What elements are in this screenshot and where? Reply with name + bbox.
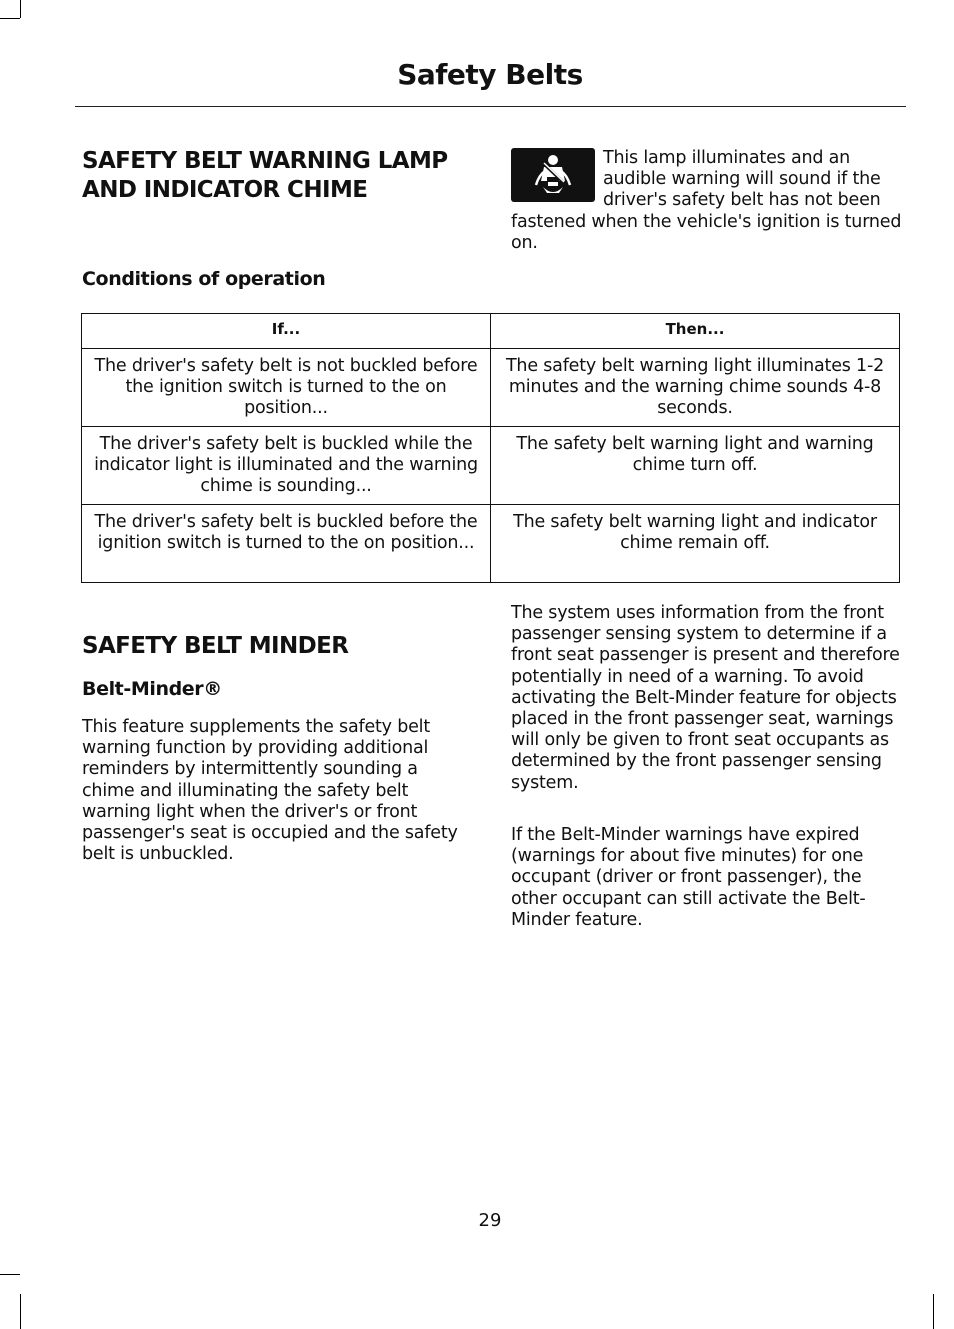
conditions-table <box>81 313 900 583</box>
table-header-if: If... <box>82 314 491 349</box>
table-cell-then: The safety belt warning light and indicator chime remain off. <box>491 505 900 583</box>
belt-minder-paragraph-2: The system uses information from the front passenger sensing system to determine if a front seat passenger is present and therefore potentially in need of a warning. To avoid activating the Belt-Minder feature for objects placed in the front passenger seat, warnings will only be given to front seat occupants as determined by the front passenger sensing system. <box>511 603 900 793</box>
crop-mark <box>0 1274 20 1275</box>
seatbelt-warning-icon <box>511 148 595 202</box>
belt-minder-paragraph-1: This feature supplements the safety belt warning function by providing additional reminders by intermittently sounding a chime and illuminating the safety belt warning light when the driver's or front passenger's seat is occupied and the safety belt is unbuckled. <box>82 717 458 865</box>
lamp-description-block <box>511 148 903 254</box>
belt-minder-paragraph-3: If the Belt-Minder warnings have expired (warnings for about five minutes) for one occupant (driver or front passenger), the other occupant can still activate the Belt-Minder feature. <box>511 825 866 930</box>
belt-minder-heading: SAFETY BELT MINDER <box>82 633 349 659</box>
header-divider <box>75 106 906 107</box>
warning-lamp-heading-line2: AND INDICATOR CHIME <box>82 177 368 203</box>
table-cell-if: The driver's safety belt is not buckled before the ignition switch is turned to the on position... <box>82 349 491 427</box>
page-title: Safety Belts <box>397 58 583 91</box>
seatbelt-warning-icon-graphic <box>529 153 577 197</box>
page-number: 29 <box>478 1210 502 1231</box>
warning-lamp-heading-line1: SAFETY BELT WARNING LAMP <box>82 148 448 174</box>
table-row <box>82 349 900 427</box>
lamp-description-text: This lamp illuminates and an audible warning will sound if the driver's safety belt has not been fastened when the vehicle's ignition is turned on. <box>511 148 902 253</box>
table-cell-if: The driver's safety belt is buckled before the ignition switch is turned to the on position... <box>82 505 491 583</box>
belt-minder-subheading: Belt-Minder® <box>82 678 222 700</box>
table-row <box>82 427 900 505</box>
table-header-row <box>82 314 900 349</box>
table-cell-if: The driver's safety belt is buckled while the indicator light is illuminated and the warning chime is sounding... <box>82 427 491 505</box>
conditions-heading: Conditions of operation <box>82 268 326 290</box>
table-cell-then: The safety belt warning light and warning chime turn off. <box>491 427 900 505</box>
warning-lamp-heading <box>82 147 492 205</box>
crop-mark <box>933 1294 934 1329</box>
crop-mark <box>20 0 21 18</box>
table-cell-then: The safety belt warning light illuminates 1-2 minutes and the warning chime sounds 4-8 seconds. <box>491 349 900 427</box>
table-row <box>82 505 900 583</box>
crop-mark <box>0 18 20 19</box>
table-header-then: Then... <box>491 314 900 349</box>
crop-mark <box>20 1294 21 1329</box>
